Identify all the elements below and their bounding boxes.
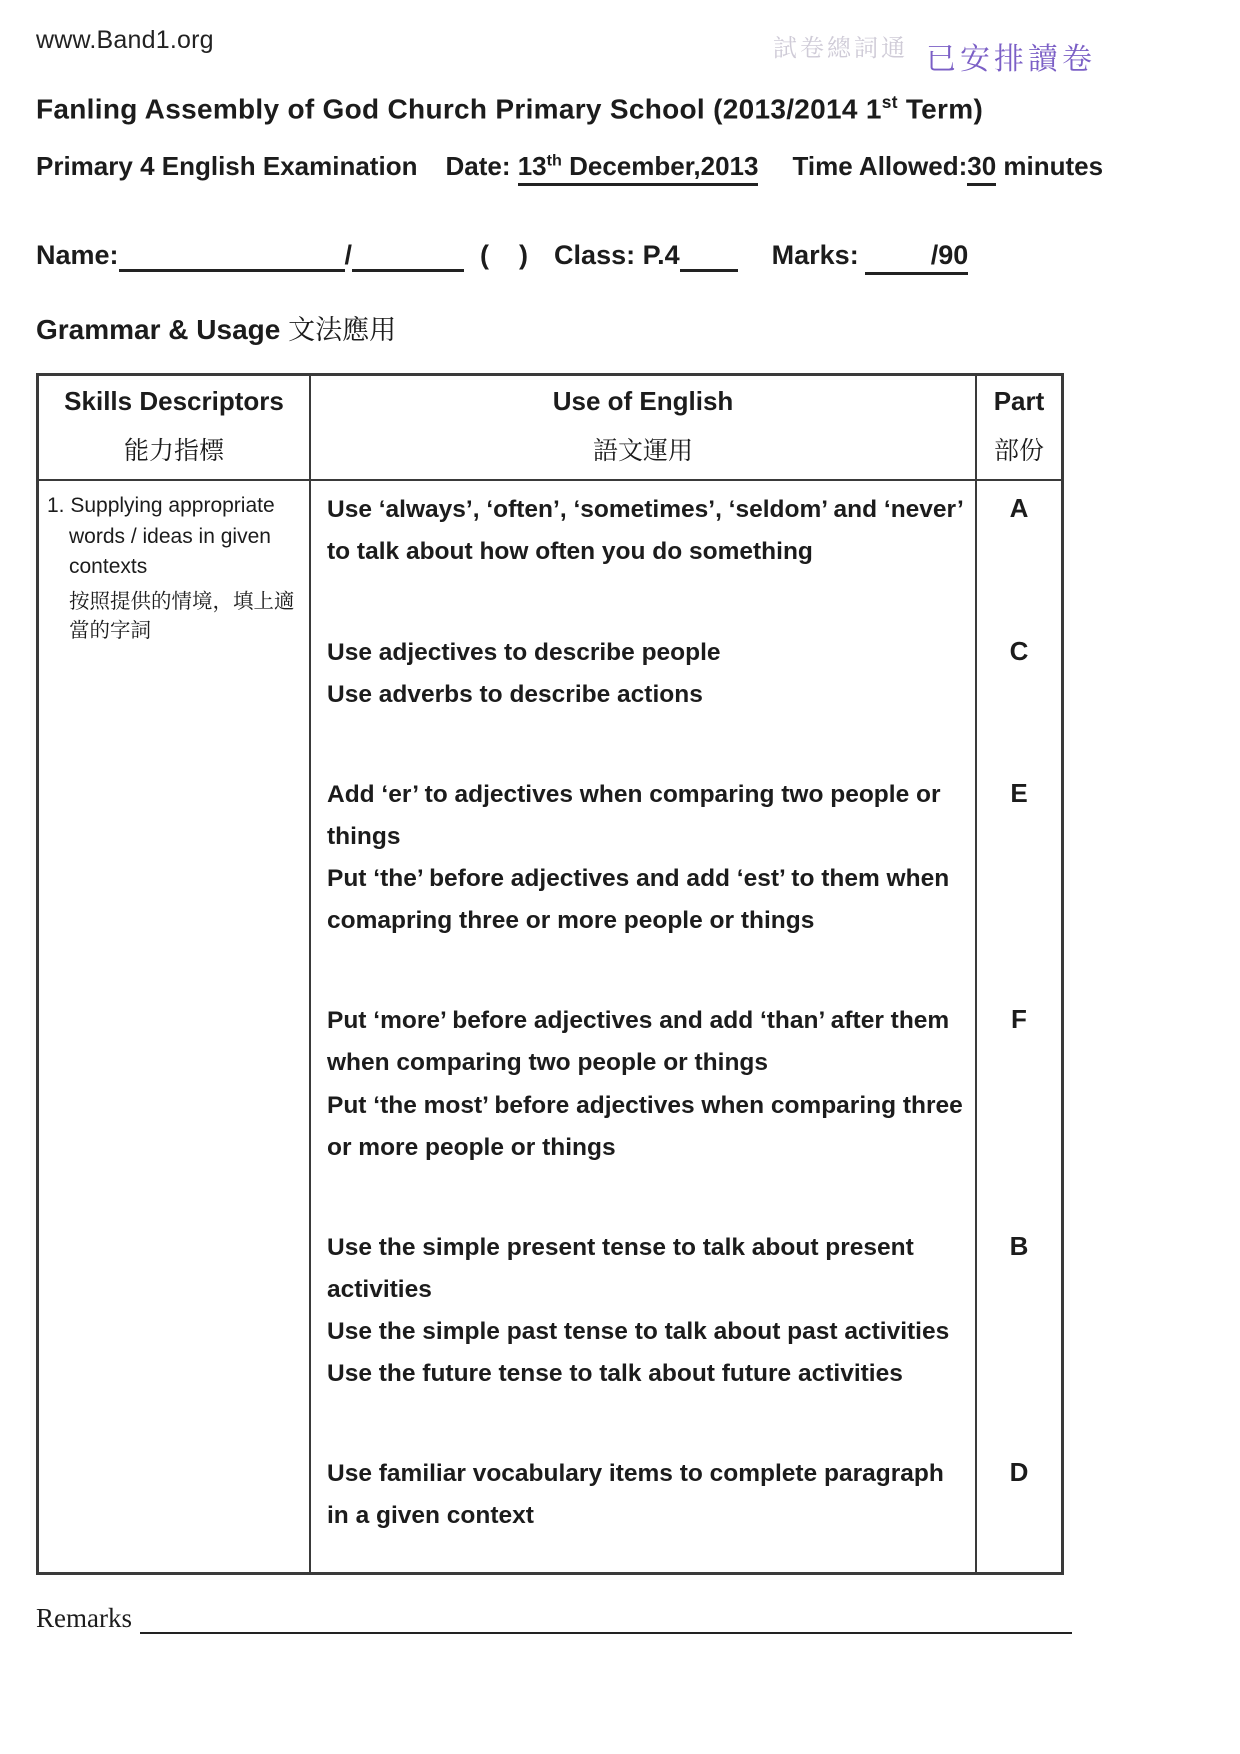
use-block-c-text	[311, 624, 975, 766]
section-title-zh: 文法應用	[288, 315, 397, 346]
date-ordinal: th	[546, 151, 562, 170]
descriptor-sentence: Use the simple past tense to talk about past activities	[327, 1318, 950, 1346]
table-header-row	[39, 376, 1061, 481]
header-use-en: Use of English	[552, 386, 734, 417]
marks-label: Marks:	[771, 240, 859, 271]
use-block-e	[311, 766, 1061, 993]
class-number-blank	[352, 246, 464, 272]
use-block-f-text	[311, 992, 975, 1219]
use-block-d	[311, 1445, 1061, 1571]
watermark-group	[773, 28, 1096, 78]
descriptor-sentence: Use adverbs to describe actions	[327, 680, 703, 708]
name-label: Name:	[36, 240, 119, 271]
date-month-year: December,2013	[561, 151, 759, 182]
section-title	[36, 308, 1090, 347]
use-block-e-text	[311, 766, 975, 993]
exam-title: Primary 4 English Examination	[36, 151, 418, 182]
name-blank	[119, 246, 345, 272]
use-block-a-text	[311, 481, 975, 623]
header-use-of-english	[311, 376, 975, 479]
date-day: 13	[517, 151, 547, 182]
part-cell: F	[975, 992, 1061, 1219]
use-of-english-column	[311, 481, 1061, 1571]
part-cell: A	[975, 481, 1061, 623]
name-slash: /	[344, 240, 353, 271]
use-block-d-text	[311, 1445, 975, 1571]
purple-stamp-text: 已安排讀卷	[926, 43, 1096, 76]
descriptor-sentence: Put ‘more’ before adjectives and add ‘than’ after them when comparing two people or things	[327, 1007, 950, 1077]
use-block-c	[311, 624, 1061, 766]
use-block-b	[311, 1219, 1061, 1446]
marks-total: /90	[930, 240, 969, 271]
use-block-f	[311, 992, 1061, 1219]
part-cell: E	[975, 766, 1061, 993]
school-title-pre: Fanling Assembly of God Church Primary School (2013/2014 1	[36, 93, 882, 125]
class-label: Class: P.4	[554, 240, 680, 271]
school-title-post: Term)	[897, 93, 984, 125]
remarks-label: Remarks	[36, 1602, 132, 1633]
descriptor-sentence: Use the simple present tense to talk about present activities	[327, 1233, 914, 1303]
exam-info-line	[36, 151, 1104, 182]
skills-descriptor-cell	[39, 481, 311, 1571]
descriptor-sentence: Use adjectives to describe people	[327, 638, 721, 666]
time-allowed-label: Time Allowed:	[792, 151, 968, 182]
header-use-zh: 語文運用	[592, 437, 693, 466]
school-title-sup: st	[881, 92, 898, 112]
descriptor-sentence: Use ‘always’, ‘often’, ‘sometimes’, ‘seldom’ and ‘never’ to talk about how often you do something	[327, 496, 963, 566]
descriptor-sentence: Use familiar vocabulary items to complete paragraph in a given context	[327, 1460, 944, 1530]
school-title	[36, 92, 1090, 125]
remarks-blank	[140, 1604, 1072, 1634]
time-allowed-value: 30	[967, 151, 996, 186]
remarks-line	[36, 1603, 1072, 1634]
time-allowed-suffix: minutes	[996, 151, 1104, 182]
header-skills-zh: 能力指標	[123, 437, 224, 466]
class-no-parens: ( )	[480, 240, 529, 271]
section-title-en: Grammar & Usage	[36, 314, 281, 346]
top-row	[36, 26, 1096, 78]
descriptor-sentence: Put ‘the’ before adjectives and add ‘est’ to them when comapring three or more people or things	[327, 865, 950, 935]
skills-descriptor-en: 1. Supplying appropriate words / ideas in given contexts	[47, 494, 275, 579]
header-skills-en: Skills Descriptors	[64, 386, 284, 417]
part-cell: B	[975, 1219, 1061, 1446]
descriptor-sentence: Put ‘the most’ before adjectives when comparing three or more people or things	[327, 1091, 963, 1161]
name-line	[36, 240, 1090, 272]
date-label: Date:	[445, 151, 511, 182]
marks-field	[865, 240, 969, 275]
site-url: www.Band1.org	[36, 26, 214, 54]
part-cell: C	[975, 624, 1061, 766]
descriptor-sentence: Add ‘er’ to adjectives when comparing two people or things	[327, 780, 941, 850]
header-part-zh: 部份	[993, 437, 1044, 466]
class-blank	[680, 246, 738, 272]
header-part	[975, 376, 1061, 479]
use-block-a	[311, 481, 1061, 623]
skills-descriptor-zh: 按照提供的情境，填上適當的字詞	[69, 589, 295, 643]
table-body	[39, 481, 1061, 1571]
header-skills-descriptors	[39, 376, 311, 479]
date-value	[518, 151, 759, 186]
use-block-b-text	[311, 1219, 975, 1446]
header-part-en: Part	[993, 386, 1045, 417]
part-cell: D	[975, 1445, 1061, 1571]
faint-watermark-text: 試卷總詞通	[773, 35, 908, 62]
skills-table	[36, 373, 1064, 1574]
descriptor-sentence: Use the future tense to talk about future activities	[327, 1360, 903, 1388]
